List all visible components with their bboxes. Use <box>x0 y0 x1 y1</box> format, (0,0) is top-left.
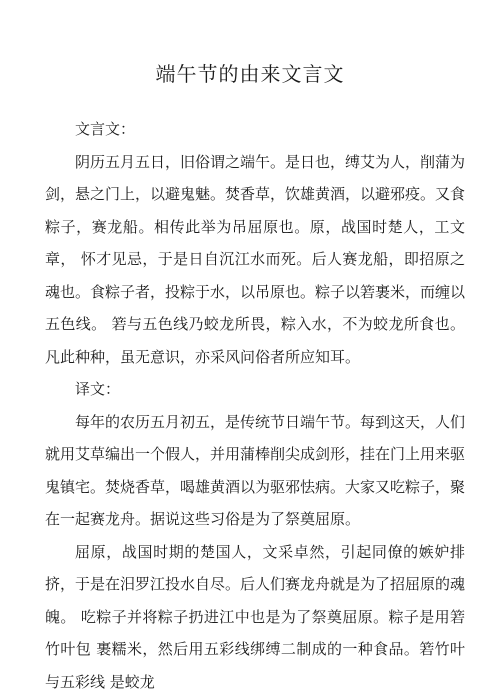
document-title: 端午节的由来文言文 <box>0 60 500 88</box>
classical-heading: 文言文： <box>45 113 465 146</box>
translation-paragraph-1: 每年的农历五月初五，是传统节日端午节。每到这天，人们 就用艾草编出一个假人，并用蒲棒削尖成剑形，挂在门上用来驱 鬼镇宅。焚烧香草，喝雄黄酒以为驱邪怯病。大家又吃粽子，聚 在一起赛龙舟。据说这些习俗是为了祭奠屈原。 <box>45 406 465 536</box>
translation-heading: 译文： <box>45 373 465 406</box>
classical-paragraph: 阴历五月五日，旧俗谓之端午。是日也，缚艾为人，削蒲为 剑，悬之门上，以避鬼魅。焚香草，饮雄黄酒，以避邪疫。又食 粽子，赛龙船。相传此举为吊屈原也。原，战国时楚人，工文章， 怀才见忌，于是日自沉江水而死。后人赛龙船，即招原之魂也。食粽子者，投粽于水，以吊原也。粽子以箬裹米，而缠以五色线。 箬与五色线乃蛟龙所畏，粽入水，不为蛟龙所食也。凡此种种，虽无意识，亦采风问俗者所应知耳。 <box>45 146 465 374</box>
document-body <box>45 113 465 698</box>
translation-paragraph-2: 屈原，战国时期的楚国人，文采卓然，引起同僚的嫉妒排挤，于是在汨罗江投水自尽。后人们赛龙舟就是为了招屈原的魂魄。 吃粽子并将粽子扔进江中也是为了祭奠屈原。粽子是用箬竹叶包 裹糯米，然后用五彩线绑缚二制成的一种食品。箬竹叶与五彩线 是蛟龙 <box>45 536 465 698</box>
